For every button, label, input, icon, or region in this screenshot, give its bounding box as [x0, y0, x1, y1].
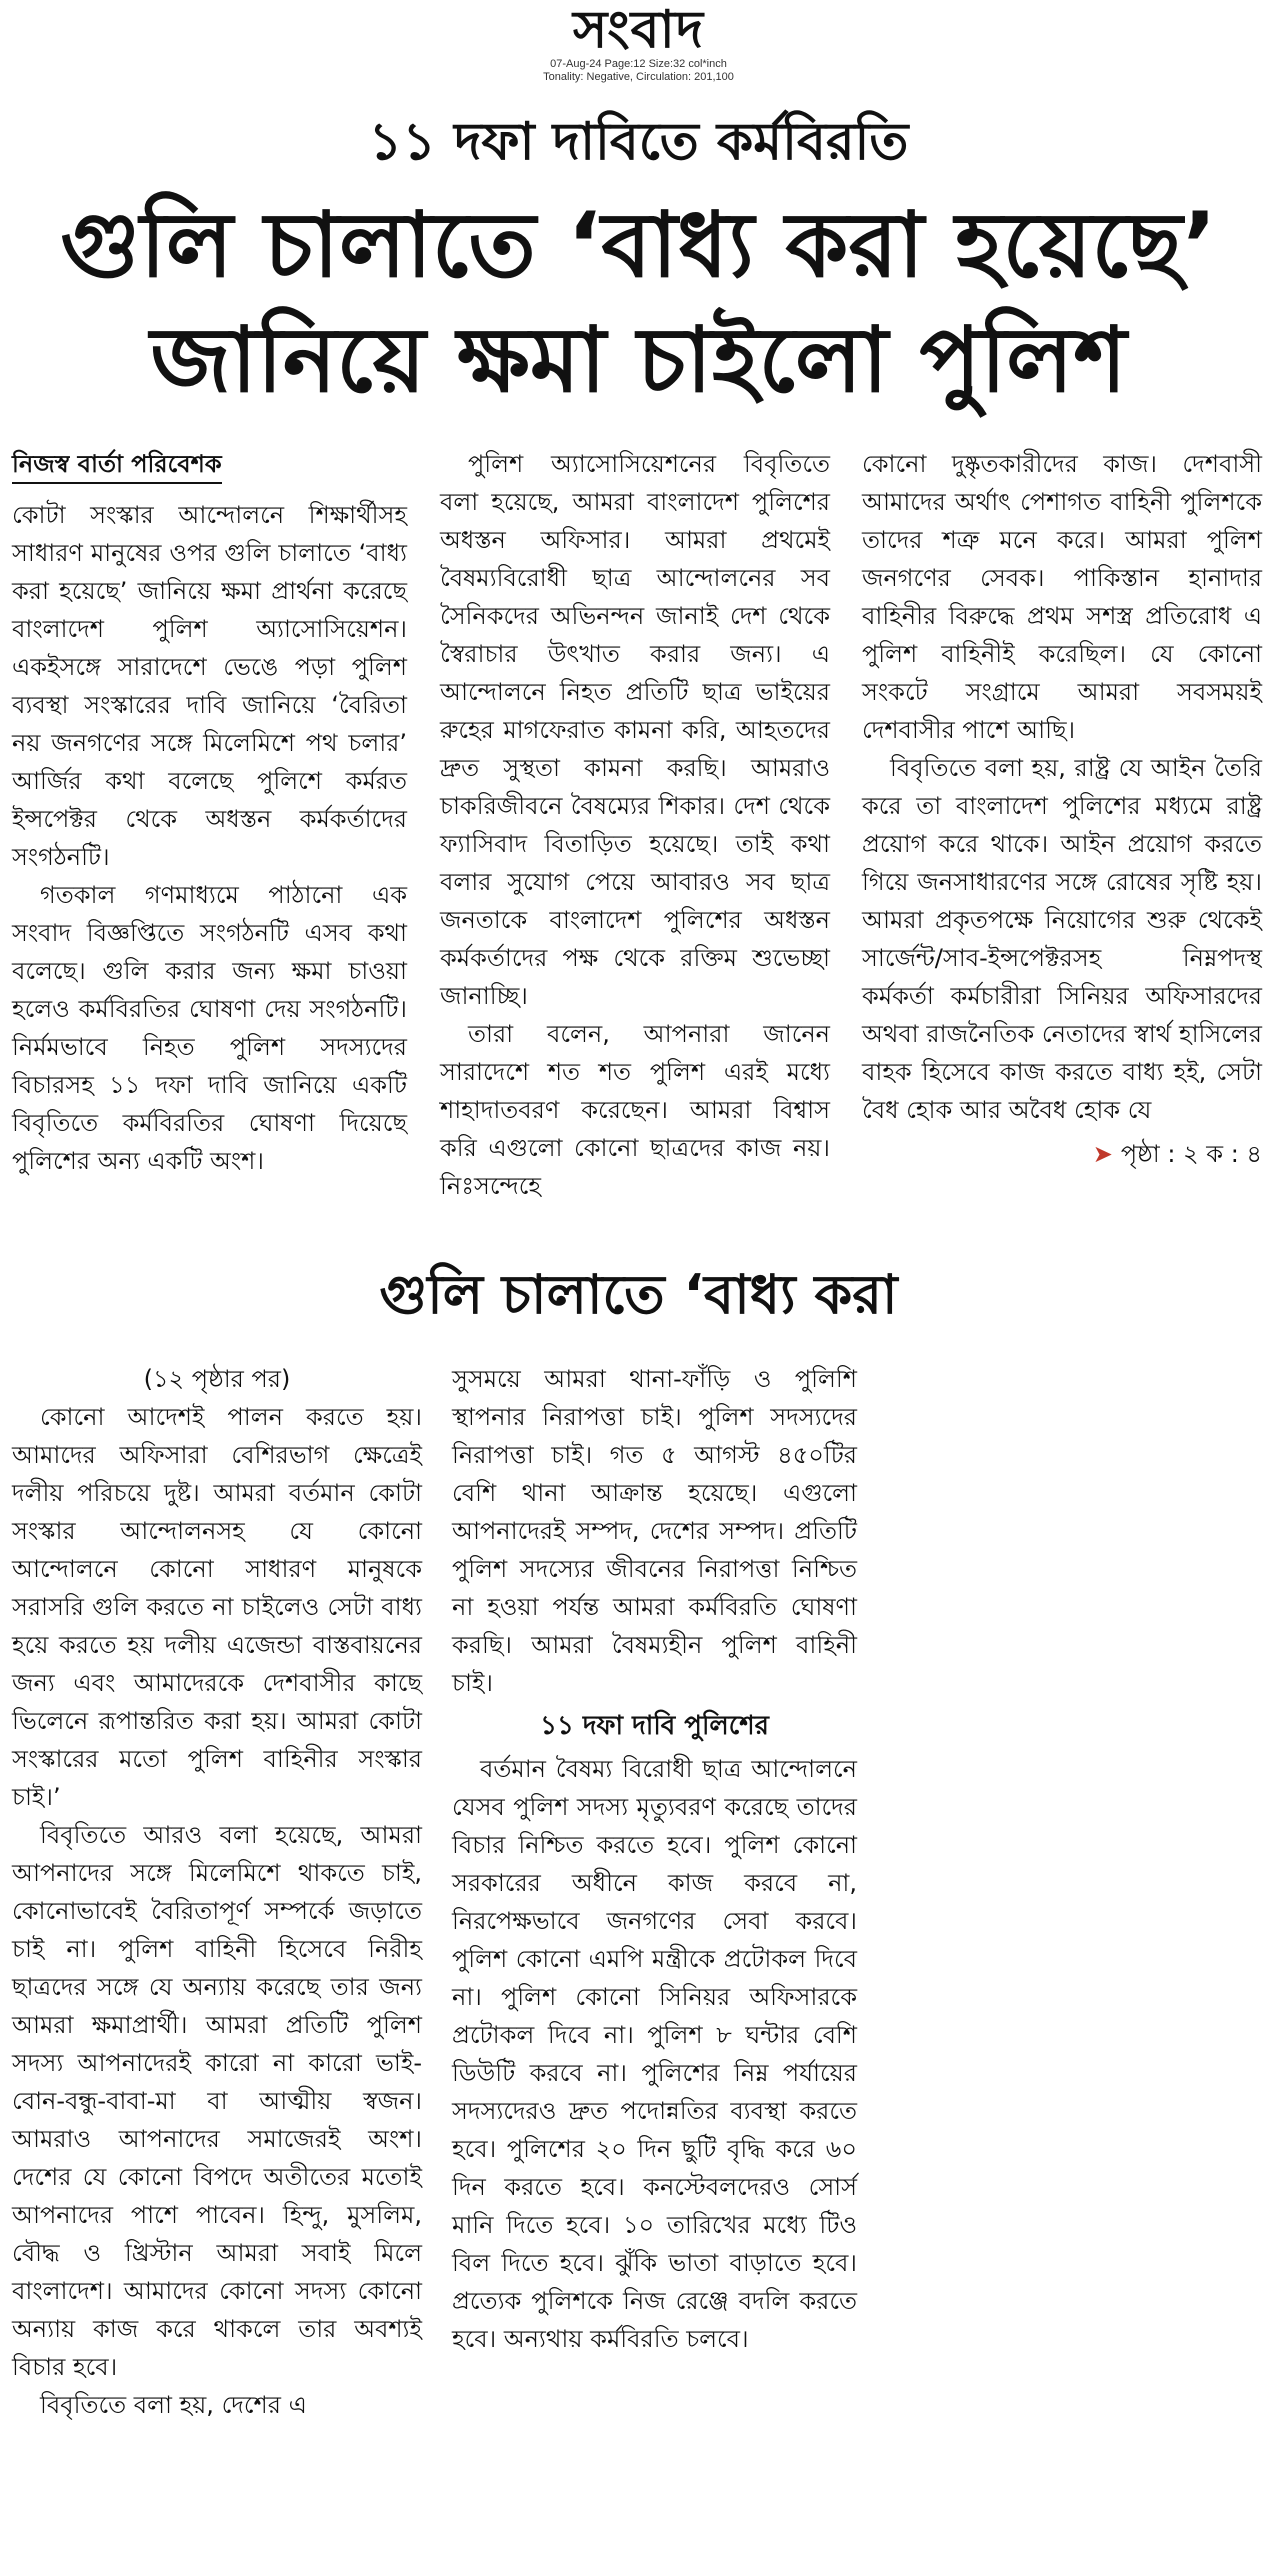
article-column-1 — [12, 445, 407, 1180]
main-article — [0, 445, 1277, 1245]
paragraph: পুলিশ অ্যাসোসিয়েশনের বিবৃতিতে বলা হয়েছে, আমরা বাংলাদেশ পুলিশের অধস্তন অফিসার। আমরা প্রথমেই বৈষম্যবিরোধী ছাত্র আন্দোলনের সব সৈনিকদের অভিনন্দন জানাই দেশ থেকে স্বৈরাচার উৎখাত করার জন্য। এ আন্দোলনে নিহত প্রতিটি ছাত্র ভাইয়ের রুহের মাগফেরাত কামনা করি, আহতদের দ্রুত সুস্থতা কামনা করছি। আমরাও চাকরিজীবনে বৈষম্যের শিকার। দেশ থেকে ফ্যাসিবাদ বিতাড়িত হয়েছে। তাই কথা বলার সুযোগ পেয়ে আবারও সব ছাত্র জনতাকে বাংলাদেশ পুলিশের অধস্তন কর্মকর্তাদের পক্ষ থেকে রক্তিম শুভেচ্ছা জানাচ্ছি। — [440, 450, 830, 1010]
arrow-right-icon: ➤ — [1092, 1140, 1113, 1168]
paragraph: বিবৃতিতে বলা হয়, দেশের এ — [40, 2391, 307, 2419]
continued-reference — [862, 1135, 1262, 1173]
article-column-2 — [440, 445, 830, 1205]
clipping-tonality-line: Tonality: Negative, Circulation: 201,100 — [543, 71, 734, 83]
main-headline-line2: জানিয়ে ক্ষমা চাইলো পুলিশ — [150, 308, 1127, 413]
paragraph: কোনো দুষ্কৃতকারীদের কাজ। দেশবাসী আমাদের অর্থাৎ পেশাগত বাহিনী পুলিশকে তাদের শত্রু মনে করে। আমরা পুলিশ জনগণের সেবক। পাকিস্তান হানাদার বাহিনীর বিরুদ্ধে প্রথম সশস্ত্র প্রতিরোধ এ পুলিশ বাহিনীই করেছিল। যে কোনো সংকটে সংগ্রামে আমরা সবসময়ই দেশবাসীর পাশে আছি। — [862, 450, 1262, 744]
paragraph: বিবৃতিতে আরও বলা হয়েছে, আমরা আপনাদের সঙ্গে মিলেমিশে থাকতে চাই, কোনোভাবেই বৈরিতাপূর্ণ সম্পর্কে জড়াতে চাই না। পুলিশ বাহিনী হিসেবে নিরীহ ছাত্রদের সঙ্গে যে অন্যায় করেছে তার জন্য আমরা ক্ষমাপ্রার্থী। আমরা প্রতিটি পুলিশ সদস্য আপনাদেরই কারো না কারো ভাই-বোন-বন্ধু-বাবা-মা বা আত্মীয় স্বজন। আমরাও আপনাদের সমাজেরই অংশ। দেশের যে কোনো বিপদে অতীতের মতোই আপনাদের পাশে পাবেন। হিন্দু, মুসলিম, বৌদ্ধ ও খ্রিস্টান আমরা সবাই মিলে বাংলাদেশ। আমাদের কোনো সদস্য কোনো অন্যায় কাজ করে থাকলে তার অবশ্যই বিচার হবে। — [12, 1821, 422, 2381]
jump-column-1 — [12, 1360, 422, 2424]
byline: নিজস্ব বার্তা পরিবেশক — [12, 446, 222, 484]
paragraph: তারা বলেন, আপনারা জানেন সারাদেশে শত শত পুলিশ এরই মধ্যে শাহাদাতবরণ করেছেন। আমরা বিশ্বাস করি এগুলো কোনো ছাত্রদের কাজ নয়। নিঃসন্দেহে — [440, 1020, 830, 1200]
masthead — [0, 0, 1277, 84]
paragraph: গতকাল গণমাধ্যমে পাঠানো এক সংবাদ বিজ্ঞপ্তিতে সংগঠনটি এসব কথা বলেছে। গুলি করার জন্য ক্ষমা চাওয়া হলেও কর্মবিরতির ঘোষণা দেয় সংগঠনটি। নির্মমভাবে নিহত পুলিশ সদস্যদের বিচারসহ ১১ দফা দাবি জানিয়ে একটি বিবৃতিতে কর্মবিরতির ঘোষণা দিয়েছে পুলিশের অন্য একটি অংশ। — [12, 881, 407, 1175]
paragraph: সুসময়ে আমরা থানা-ফাঁড়ি ও পুলিশি স্থাপনার নিরাপত্তা চাই। পুলিশ সদস্যদের নিরাপত্তা চাই। গত ৫ আগস্ট ৪৫০টির বেশি থানা আক্রান্ত হয়েছে। এগুলো আপনাদেরই সম্পদ, দেশের সম্পদ। প্রতিটি পুলিশ সদস্যের জীবনের নিরাপত্তা নিশ্চিত না হওয়া পর্যন্ত আমরা কর্মবিরতি ঘোষণা করছি। আমরা বৈষম্যহীন পুলিশ বাহিনী চাই। — [452, 1365, 857, 1697]
jump-column-2 — [452, 1360, 857, 2358]
paragraph: কোটা সংস্কার আন্দোলনে শিক্ষার্থীসহ সাধারণ মানুষের ওপর গুলি চালাতে ‘বাধ্য করা হয়েছে’ জানিয়ে ক্ষমা প্রার্থনা করেছে বাংলাদেশ পুলিশ অ্যাসোসিয়েশন। একইসঙ্গে সারাদেশে ভেঙে পড়া পুলিশ ব্যবস্থা সংস্কারের দাবি জানিয়ে ‘বৈরিতা নয় জনগণের সঙ্গে মিলেমিশে পথ চলার’ আর্জির কথা বলেছে পুলিশে কর্মরত ইন্সপেক্টর থেকে অধস্তন কর্মকর্তাদের সংগঠনটি। — [12, 501, 407, 871]
jump-article — [0, 1360, 1277, 2510]
main-headline-line1: গুলি চালাতে ‘বাধ্য করা হয়েছে’ — [60, 193, 1217, 298]
clipping-meta-line: 07-Aug-24 Page:12 Size:32 col*inch — [550, 58, 727, 70]
demands-subheading: ১১ দফা দাবি পুলিশের — [540, 1711, 769, 1741]
article-column-3 — [862, 445, 1262, 1173]
paragraph: বর্তমান বৈষম্য বিরোধী ছাত্র আন্দোলনে যেসব পুলিশ সদস্য মৃত্যুবরণ করেছে তাদের বিচার নিশ্চিত করতে হবে। পুলিশ কোনো সরকারের অধীনে কাজ করবে না, নিরপেক্ষভাবে জনগণের সেবা করবে। পুলিশ কোনো এমপি মন্ত্রীকে প্রটোকল দিবে না। পুলিশ কোনো সিনিয়র অফিসারকে প্রটোকল দিবে না। পুলিশ ৮ ঘন্টার বেশি ডিউটি করবে না। পুলিশের নিম্ন পর্যায়ের সদস্যদেরও দ্রুত পদোন্নতির ব্যবস্থা করতে হবে। পুলিশের ২০ দিন ছুটি বৃদ্ধি করে ৬০ দিন করতে হবে। কনস্টেবলদেরও সোর্স মানি দিতে হবে। ১০ তারিখের মধ্যে টিও বিল দিতে হবে। ঝুঁকি ভাতা বাড়াতে হবে। প্রত্যেক পুলিশকে নিজ রেঞ্জে বদলি করতে হবে। অন্যথায় কর্মবিরতি চলবে। — [452, 1755, 857, 2353]
paragraph: কোনো আদেশই পালন করতে হয়। আমাদের অফিসারা বেশিরভাগ ক্ষেত্রেই দলীয় পরিচয়ে দুষ্ট। আমরা বর্তমান কোটা সংস্কার আন্দোলনসহ যে কোনো আন্দোলনে কোনো সাধারণ মানুষকে সরাসরি গুলি করতে না চাইলেও সেটা বাধ্য হয়ে করতে হয় দলীয় এজেন্ডা বাস্তবায়নের জন্য এবং আমাদেরকে দেশবাসীর কাছে ভিলেনে রূপান্তরিত করা হয়। আমরা কোটা সংস্কারের মতো পুলিশ বাহিনীর সংস্কার চাই।’ — [12, 1403, 422, 1811]
paragraph: বিবৃতিতে বলা হয়, রাষ্ট্র যে আইন তৈরি করে তা বাংলাদেশ পুলিশের মধ্যমে রাষ্ট্র প্রয়োগ করে থাকে। আইন প্রয়োগ করতে গিয়ে জনসাধারণের সঙ্গে রোষের সৃষ্টি হয়। আমরা প্রকৃতপক্ষে নিয়োগের শুরু থেকেই সার্জেন্ট/সাব-ইন্সপেক্টরসহ নিম্নপদস্থ কর্মকর্তা কর্মচারীরা সিনিয়র অফিসারদের অথবা রাজনৈতিক নেতাদের স্বার্থ হাসিলের বাহক হিসেবে কাজ করতে বাধ্য হই, সেটা বৈধ হোক আর অবৈধ হোক যে — [862, 754, 1262, 1124]
continued-from: (১২ পৃষ্ঠার পর) — [143, 1365, 291, 1393]
continued-reference-text: পৃষ্ঠা : ২ ক : ৪ — [1120, 1140, 1262, 1168]
newspaper-logo: সংবাদ — [572, 0, 705, 60]
jump-headline: গুলি চালাতে ‘বাধ্য করা — [379, 1263, 898, 1326]
kicker-headline: ১১ দফা দাবিতে কর্মবিরতি — [368, 112, 909, 172]
